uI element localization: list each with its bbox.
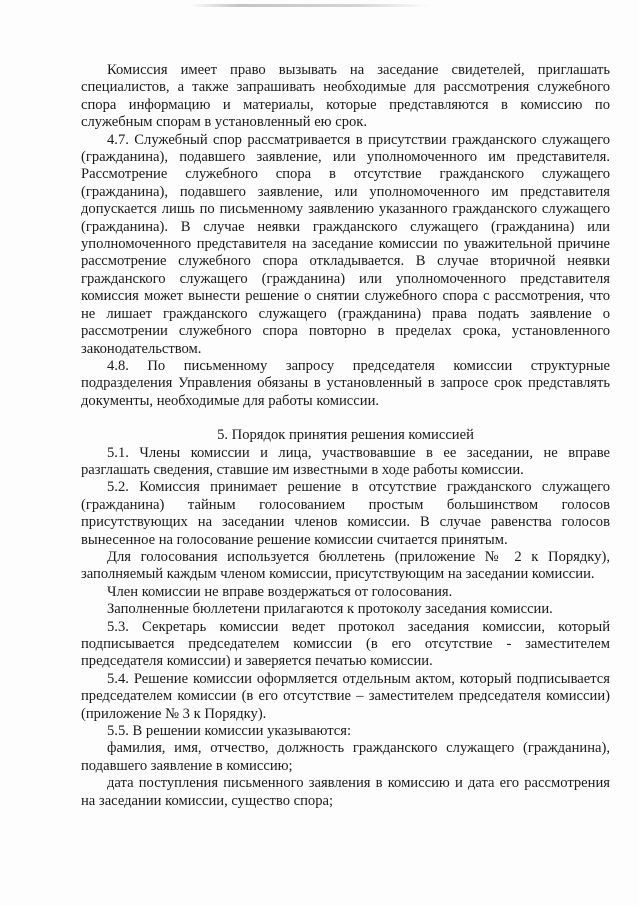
paragraph-commission-rights: Комиссия имеет право вызывать на заседание свидетелей, приглашать специалистов, а также запрашивать необходимые для рассмотрения служебного спора информацию и материалы, которые представляются в комиссию по служебным спорам в установленный ею срок. [81, 62, 610, 131]
paragraph-5-5: 5.5. В решении комиссии указываются: [107, 723, 352, 740]
paragraph-4-8: 4.8. По письменному запросу председателя комиссии структурные подразделения Управления обязаны в установленный в запросе срок представлять документы, необходимые для работы комиссии. [81, 357, 610, 409]
section-heading: 5. Порядок принятия решения комиссией [217, 427, 474, 444]
paragraph-4-7: 4.7. Служебный спор рассматривается в присутствии гражданского служащего (гражданина), подавшего заявление, или уполномоченного им представителя. Рассмотрение служебного спора в отсутствие гражданского служащего (гражданина), подавшего заявление, или уполномоченного им представителя допускается лишь по письменному заявлению указанного гражданского служащего (гражданина). В случае неявки гражданского служащего (гражданина) или уполномоченного представителя на заседание комиссии по уважительной причине рассмотрение служебного спора откладывается. В случае вторичной неявки гражданского служащего (гражданина) или уполномоченного представителя комиссия может вынести решение о снятии служебного спора с рассмотрения, что не лишает гражданского служащего (гражданина) права подать заявление о рассмотрении служебного спора повторно в пределах срока, установленного законодательством. [81, 131, 610, 357]
paragraph-5-1: 5.1. Члены комиссии и лица, участвовавшие в ее заседании, не вправе разглашать сведения, ставшие им известными в ходе работы комиссии. [81, 444, 610, 478]
paragraph-fio: фамилия, имя, отчество, должность гражданского служащего (гражданина), подавшего заявление в комиссию; [81, 740, 610, 774]
paragraph-ballots-attached: Заполненные бюллетени прилагаются к протоколу заседания комиссии. [107, 601, 553, 618]
paragraph-5-3: 5.3. Секретарь комиссии ведет протокол заседания комиссии, который подписывается председателем комиссии (в его отсутствие - заместителем председателя комиссии) и заверяется печатью комиссии. [81, 618, 610, 670]
paragraph-5-4: 5.4. Решение комиссии оформляется отдельным актом, который подписывается председателем комиссии (в его отсутствие – заместителем председателя комиссии) (приложение № 3 к Порядку). [81, 670, 610, 722]
paragraph-date: дата поступления письменного заявления в комиссию и дата его рассмотрения на заседании комиссии, существо спора; [81, 775, 610, 809]
paragraph-5-2: 5.2. Комиссия принимает решение в отсутствие гражданского служащего (гражданина) тайным голосованием простым большинством голосов присутствующих на заседании членов комиссии. В случае равенства голосов вынесенное на голосование решение комиссии считается принятым. [81, 479, 610, 548]
paragraph-ballot: Для голосования используется бюллетень (приложение № 2 к Порядку), заполняемый каждым членом комиссии, присутствующим на заседании комиссии. [81, 548, 610, 583]
paragraph-no-abstain: Член комиссии не вправе воздержаться от голосования. [107, 583, 453, 600]
scan-artifact [190, 4, 430, 7]
